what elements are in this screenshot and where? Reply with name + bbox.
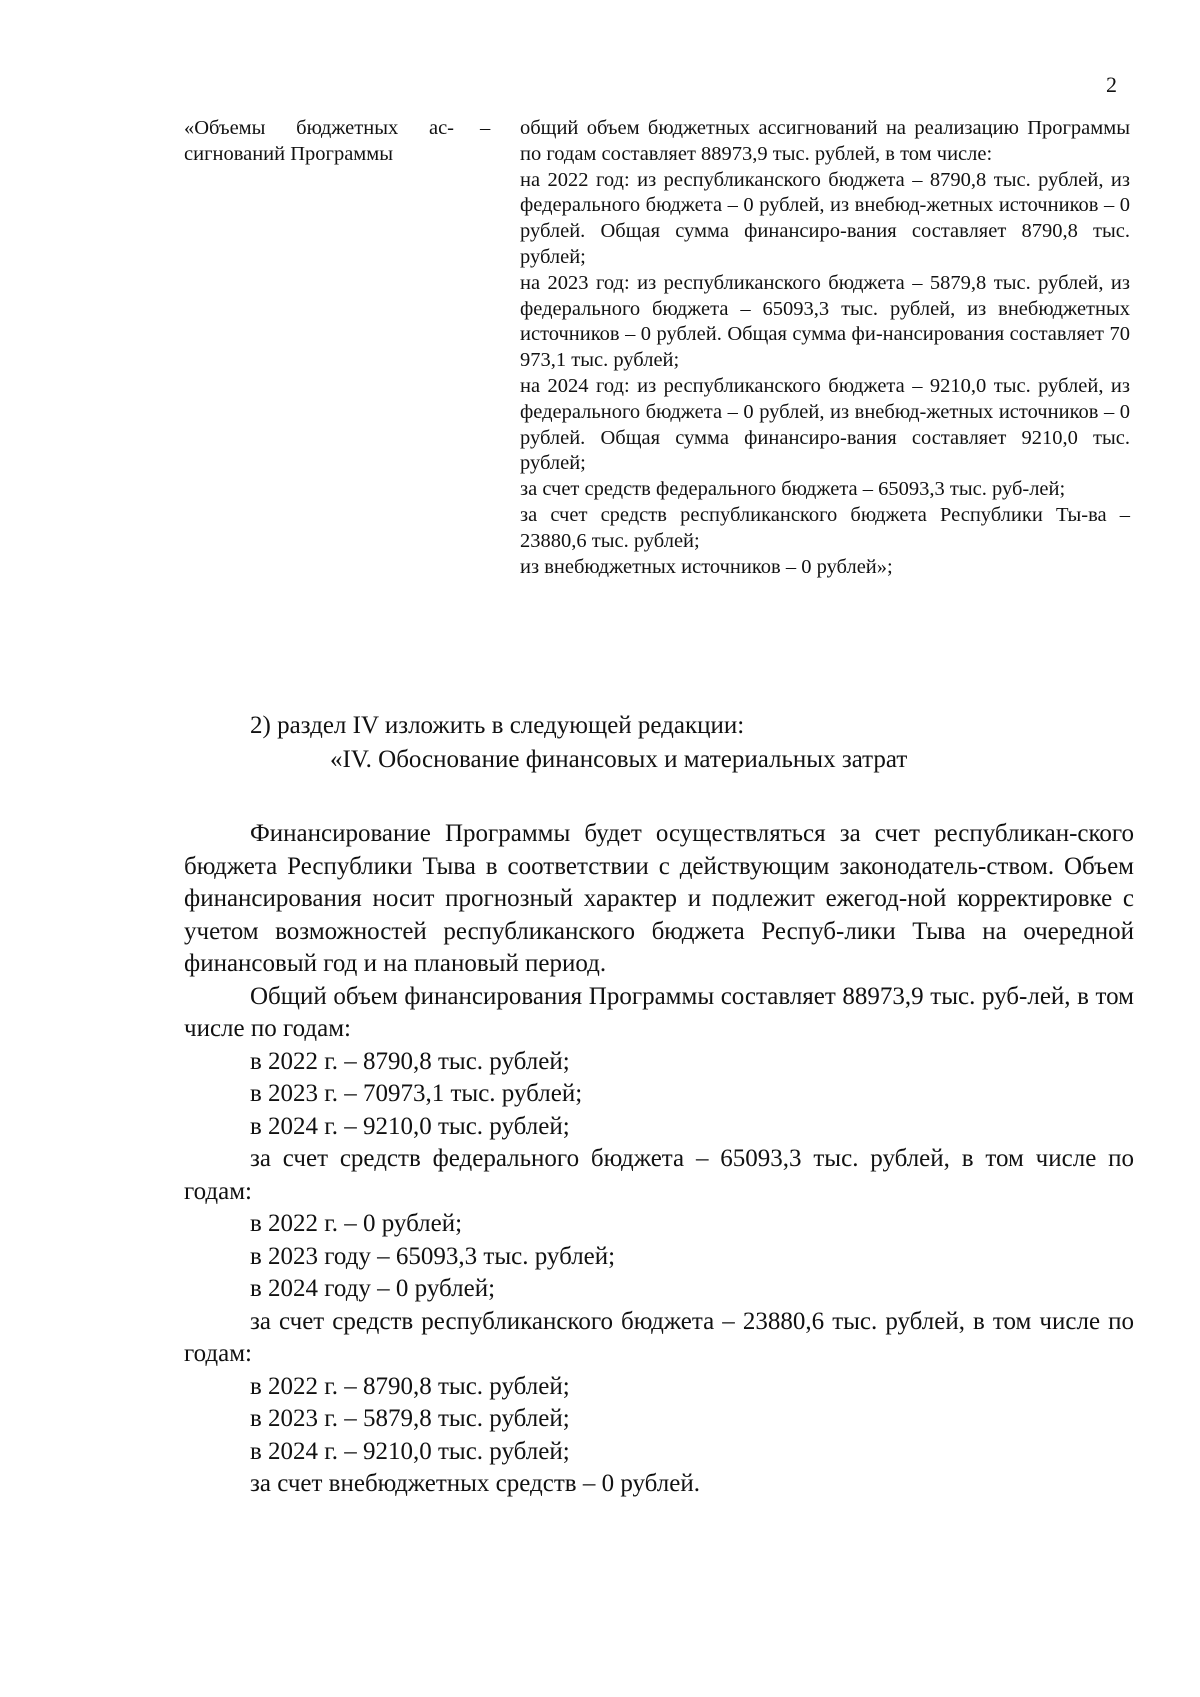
list-item: в 2023 г. – 5879,8 тыс. рублей; — [250, 1405, 570, 1432]
list-item: за счет внебюджетных средств – 0 рублей. — [250, 1470, 700, 1497]
body-paragraph: за счет средств федерального бюджета – 65093,3 тыс. рублей, в том числе по годам: — [184, 1145, 1134, 1205]
list-item: в 2023 г. – 70973,1 тыс. рублей; — [250, 1080, 583, 1107]
section-title: «IV. Обоснование финансовых и материальных затрат — [330, 746, 908, 773]
body-paragraph: Общий объем финансирования Программы составляет 88973,9 тыс. руб-лей, в том числе по годам: — [184, 982, 1134, 1042]
list-item: в 2022 г. – 8790,8 тыс. рублей; — [250, 1372, 570, 1400]
list-item: в 2023 году – 65093,3 тыс. рублей; — [250, 1242, 616, 1270]
passport-dash: – — [480, 117, 491, 139]
passport-value-paragraph: на 2023 год: из республиканского бюджета – 5879,8 тыс. рублей, из федерального бюджета – 65093,3 тыс. рублей, из внебюджетных источников – 0 рублей. Общая сумма фи-нансирования составляет 70 973,1 тыс. рублей; — [520, 271, 1130, 372]
list-item: в 2022 г. – 0 рублей; — [250, 1210, 463, 1237]
list-item: в 2024 г. – 9210,0 тыс. рублей; — [250, 1112, 570, 1140]
list-item: в 2024 г. – 9210,0 тыс. рублей; — [250, 1437, 570, 1465]
list-item: в 2022 г. – 8790,8 тыс. рублей; — [250, 1047, 570, 1075]
passport-value-paragraph: за счет средств федерального бюджета – 65093,3 тыс. руб-лей; — [520, 478, 1066, 501]
passport-value-paragraph: из внебюджетных источников – 0 рублей»; — [520, 555, 893, 578]
body-paragraph: Финансирование Программы будет осуществляться за счет республикан-ского бюджета Республики Тыва в соответствии с действующим законодатель-ством. Объем финансирования носит прогнозный характер и подлежит ежегод-ной корректировке с учетом возможностей республиканского бюджета Респуб-лики Тыва на очередной финансовый год и на плановый период. — [184, 820, 1134, 977]
passport-value-paragraph: на 2024 год: из республиканского бюджета – 9210,0 тыс. рублей, из федерального бюджета – 0 рублей, из внебюд-жетных источников – 0 рублей. Общая сумма финансиро-вания составляет 9210,0 тыс. рублей; — [520, 374, 1130, 475]
passport-row-label: «Объемы бюджетных ас-сигнований Программы — [184, 117, 454, 165]
amendment-intro-text: 2) раздел IV изложить в следующей редакции: — [250, 712, 745, 739]
amendment-intro — [184, 710, 1200, 743]
passport-value-paragraph: на 2022 год: из республиканского бюджета – 8790,8 тыс. рублей, из федерального бюджета – 0 рублей, из внебюд-жетных источников – 0 рублей. Общая сумма финансиро-вания составляет 8790,8 тыс. рублей; — [520, 168, 1130, 268]
page-number: 2 — [1106, 72, 1117, 97]
body-paragraph: за счет средств республиканского бюджета – 23880,6 тыс. рублей, в том числе по годам: — [184, 1307, 1134, 1367]
passport-value-paragraph: общий объем бюджетных ассигнований на реализацию Программы по годам составляет 88973,9 тыс. рублей, в том числе: — [520, 117, 1130, 165]
section-body — [184, 818, 1134, 1501]
passport-row-value — [520, 116, 1130, 580]
passport-value-paragraph: за счет средств республиканского бюджета Республики Ты-ва – 23880,6 тыс. рублей; — [520, 503, 1130, 552]
list-item: в 2024 году – 0 рублей; — [250, 1275, 496, 1302]
